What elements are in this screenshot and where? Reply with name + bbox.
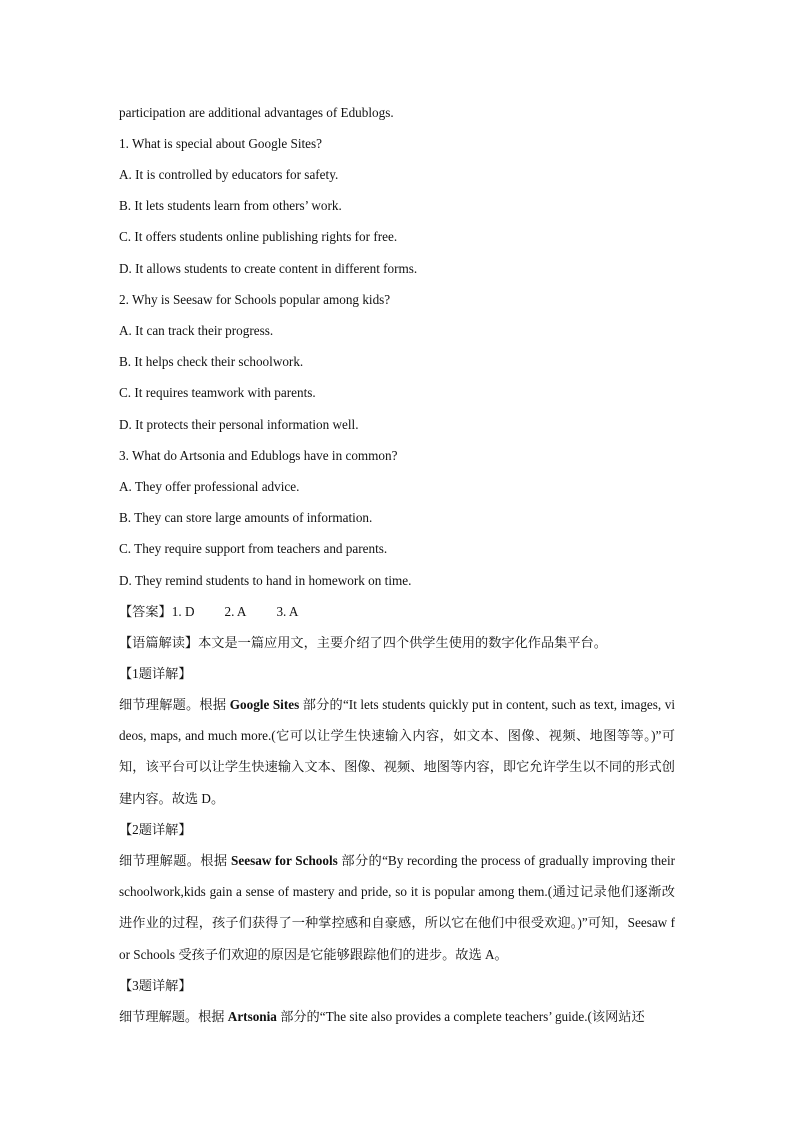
- detail-3-keyword: Artsonia: [227, 1009, 277, 1024]
- answer-line: [119, 604, 298, 620]
- question-2-option-d: D. It protects their personal information well.: [119, 417, 359, 432]
- answer-2: 2. A: [224, 604, 247, 619]
- question-3-stem: 3. What do Artsonia and Edublogs have in common?: [119, 448, 398, 463]
- answer-3: 3. A: [276, 604, 299, 619]
- question-1-option-c: C. It offers students online publishing rights for free.: [119, 229, 398, 244]
- detail-3-body: 部分的“The site also provides a complete teachers’ guide.(该网站还: [276, 1009, 645, 1024]
- answer-label: 【答案】: [119, 604, 172, 619]
- detail-3-lead: 细节理解题。根据: [119, 1009, 228, 1024]
- question-1-option-b: B. It lets students learn from others’ work.: [119, 198, 342, 213]
- detail-2-lead: 细节理解题。根据: [119, 853, 232, 868]
- question-1-stem: 1. What is special about Google Sites?: [119, 136, 323, 151]
- question-2-option-c: C. It requires teamwork with parents.: [119, 385, 316, 400]
- question-3-option-c: C. They require support from teachers and parents.: [119, 541, 388, 556]
- question-3-option-b: B. They can store large amounts of information.: [119, 510, 373, 525]
- detail-1-lead: 细节理解题。根据: [119, 697, 230, 712]
- passage-reading-text: 本文是一篇应用文，主要介绍了四个供学生使用的数字化作品集平台。: [198, 635, 607, 650]
- detail-3-paragraph: [119, 1001, 675, 1033]
- detail-2-label: 【2题详解】: [119, 822, 192, 837]
- question-3-option-a: A. They offer professional advice.: [119, 479, 300, 494]
- detail-3-label: 【3题详解】: [119, 978, 192, 993]
- passage-reading-line: [119, 635, 607, 651]
- question-2-stem: 2. Why is Seesaw for Schools popular among kids?: [119, 292, 391, 307]
- question-3-option-d: D. They remind students to hand in homework on time.: [119, 573, 412, 588]
- detail-2-paragraph: [119, 845, 675, 970]
- question-2-option-a: A. It can track their progress.: [119, 323, 274, 338]
- question-2-option-b: B. It helps check their schoolwork.: [119, 354, 304, 369]
- intro-tail: participation are additional advantages of Edublogs.: [119, 105, 394, 120]
- question-1-option-a: A. It is controlled by educators for safety.: [119, 167, 339, 182]
- passage-reading-label: 【语篇解读】: [119, 635, 199, 650]
- detail-1-paragraph: [119, 689, 675, 814]
- question-1-option-d: D. It allows students to create content in different forms.: [119, 261, 418, 276]
- detail-1-keyword: Google Sites: [229, 697, 300, 712]
- detail-2-keyword: Seesaw for Schools: [231, 853, 338, 868]
- detail-1-body: 部分的“It lets students quickly put in content, such as text, images, videos, maps, and much more.(它可以让学生快速输入内容，如文本、图像、视频、地图等等。)”可知，该平台可以让学生快速输入文本、图像、视频、地图等内容，即它允许学生以不同的形式创建内容。故选 D。: [119, 697, 675, 806]
- detail-1-label: 【1题详解】: [119, 666, 192, 681]
- answer-1: 1. D: [171, 604, 195, 619]
- detail-2-body: 部分的“By recording the process of gradually improving their schoolwork,kids gain a sense of mastery and pride, so it is popular among them.(通过记录他们逐渐改进作业的过程，孩子们获得了一种掌控感和自豪感，所以它在他们中很受欢迎。)”可知，Seesaw for Schools 受孩子们欢迎的原因是它能够跟踪他们的进步。故选 A。: [119, 853, 675, 962]
